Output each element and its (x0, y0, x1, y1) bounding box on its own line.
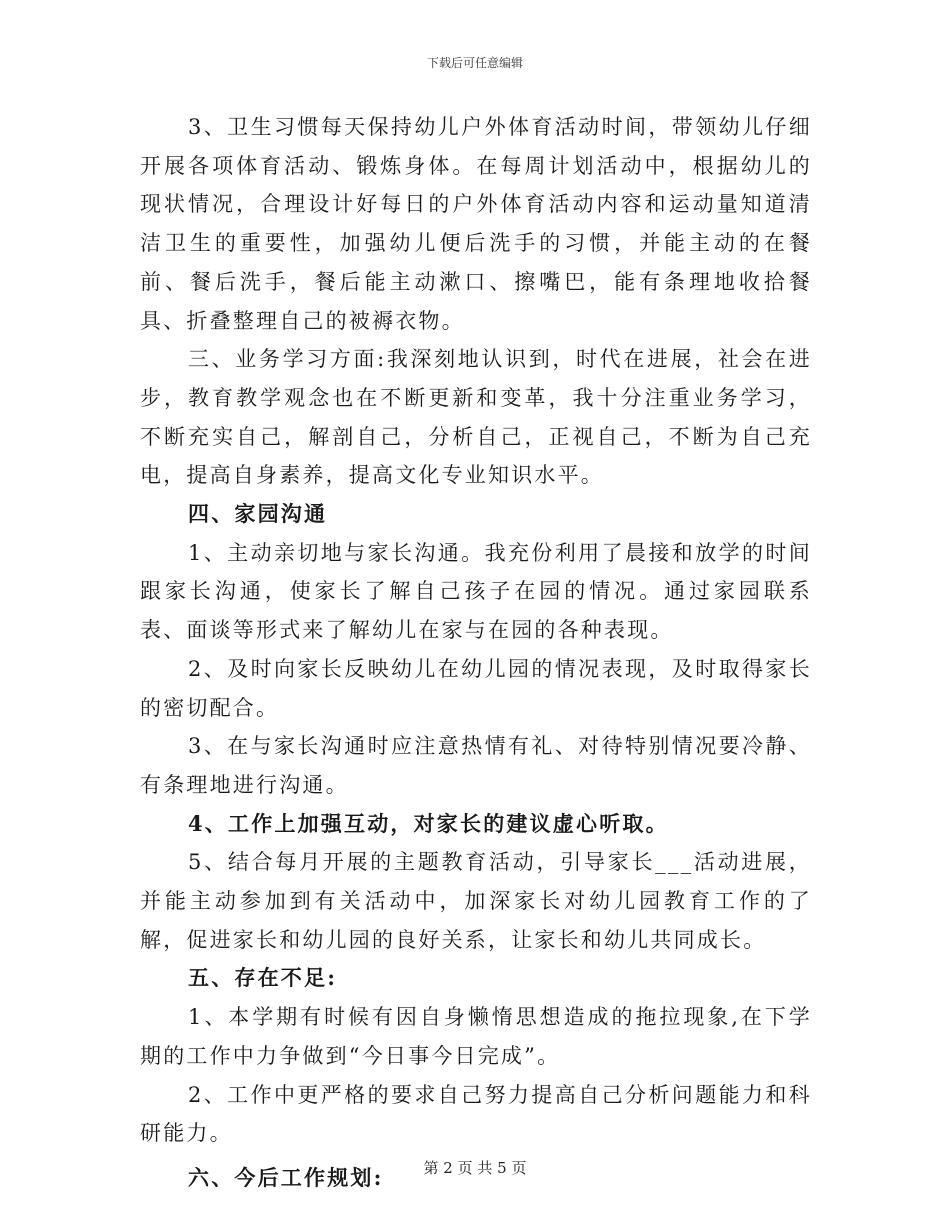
paragraph-communication-5: 5、结合每月开展的主题教育活动，引导家长___活动进展，并能主动参加到有关活动中，加深家长对幼儿园教育工作的了解，促进家长和幼儿园的良好关系，让家长和幼儿共同成长。 (140, 850, 812, 952)
page-header-note: 下载后可任意编辑 (426, 56, 523, 70)
paragraph-professional-study: 三、业务学习方面:我深刻地认识到，时代在进展，社会在进步，教育教学观念也在不断更新和变革，我十分注重业务学习，不断充实自己，解剖自己，分析自己，正视自己，不断为自己充电，提高自身素养，提高文化专业知识水平。 (140, 347, 812, 488)
paragraph-hygiene-habits: 3、卫生习惯每天保持幼儿户外体育活动时间，带领幼儿仔细开展各项体育活动、锻炼身体。在每周计划活动中，根据幼儿的现状情况，合理设计好每日的户外体育活动内容和运动量知道清洁卫生的重要性，加强幼儿便后洗手的习惯，并能主动的在餐前、餐后洗手，餐后能主动漱口、擦嘴巴，能有条理地收拾餐具、折叠整理自己的被褥衣物。 (140, 115, 812, 333)
paragraph-shortcoming-2: 2、工作中更严格的要求自己努力提高自己分析问题能力和科研能力。 (140, 1082, 812, 1146)
heading-home-school-communication: 四、家园沟通 (188, 501, 328, 527)
paragraph-communication-3: 3、在与家长沟通时应注意热情有礼、对待特别情况要冷静、有条理地进行沟通。 (140, 734, 812, 797)
heading-future-plan: 六、今后工作规划: (188, 1164, 384, 1190)
heading-shortcomings: 五、存在不足: (188, 965, 338, 991)
paragraph-shortcoming-1: 1、本学期有时候有因自身懒惰思想造成的拖拉现象,在下学期的工作中力争做到“今日事今日完成”。 (140, 1005, 812, 1068)
paragraph-communication-2: 2、及时向家长反映幼儿在幼儿园的情况表现，及时取得家长的密切配合。 (140, 656, 812, 720)
document-body (140, 108, 812, 1198)
paragraph-communication-1: 1、主动亲切地与家长沟通。我充份利用了晨接和放学的时间跟家长沟通，使家长了解自己孩子在园的情况。通过家园联系表、面谈等形式来了解幼儿在家与在园的各种表现。 (140, 540, 812, 643)
paragraph-communication-4: 4、工作上加强互动，对家长的建议虚心听取。 (188, 810, 669, 836)
page-number-footer: 第 2 页 共 5 页 (423, 1159, 527, 1177)
